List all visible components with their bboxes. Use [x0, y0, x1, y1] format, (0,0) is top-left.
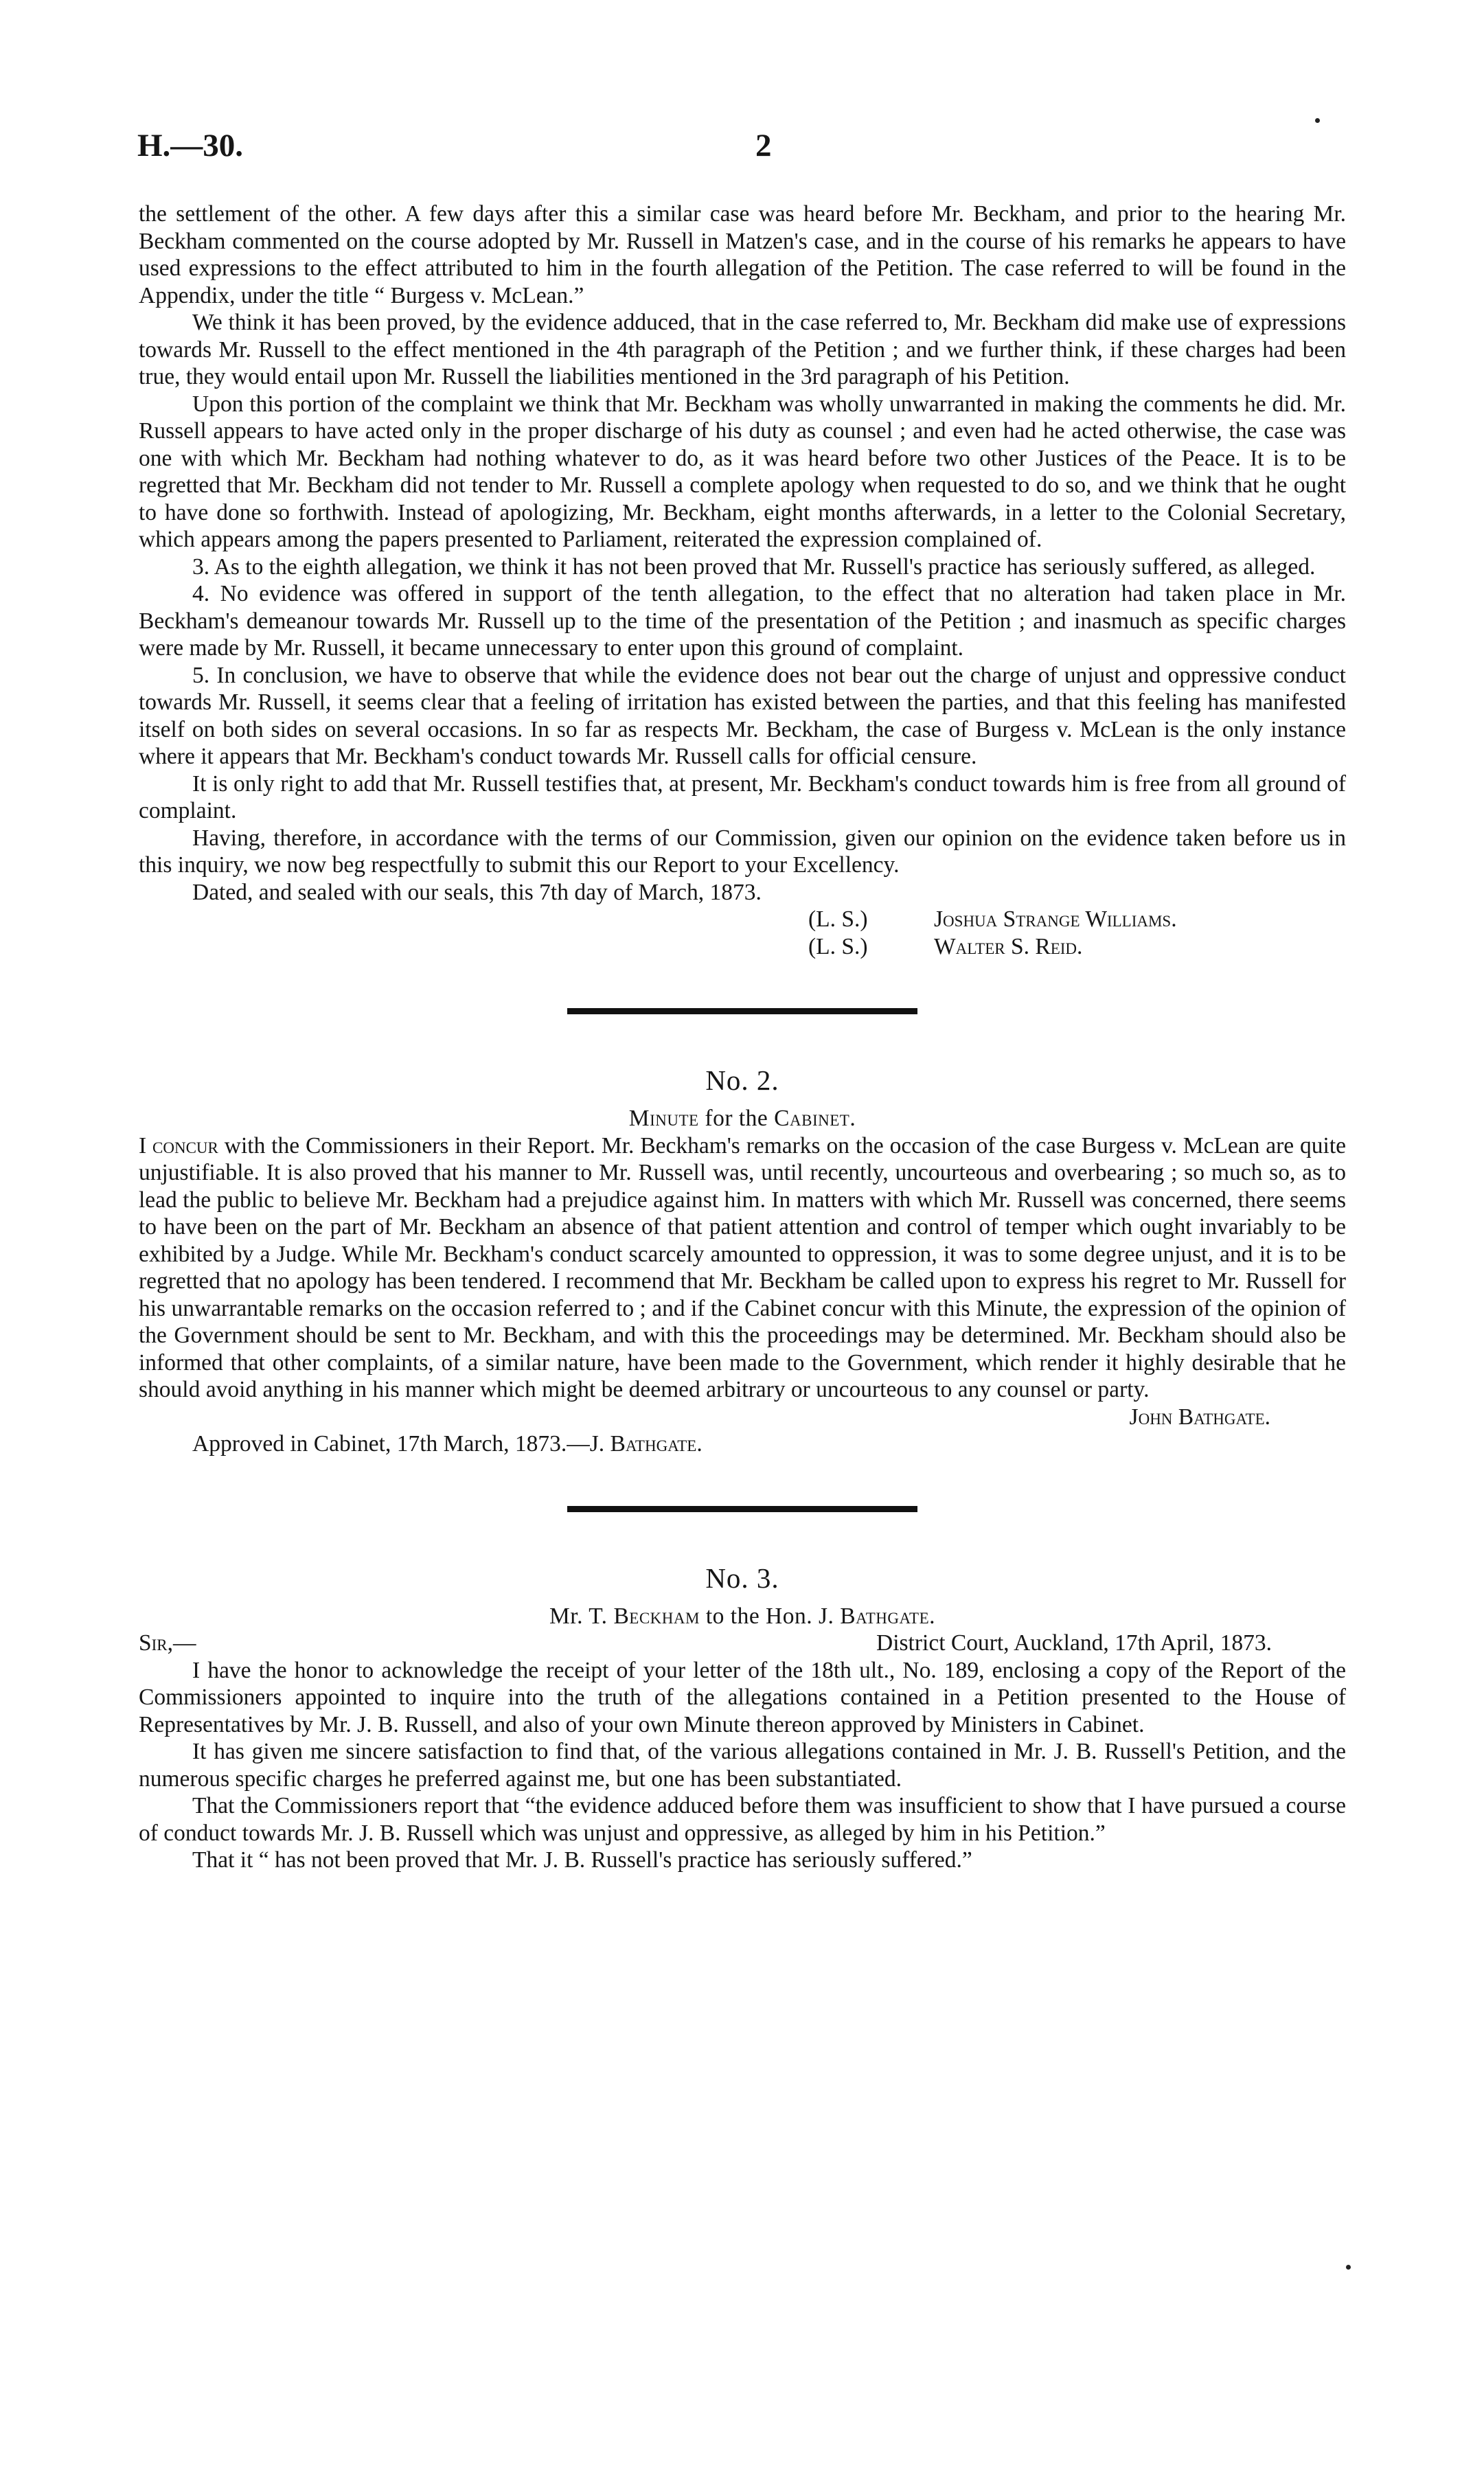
paragraph: Having, therefore, in accordance with the terms of our Commission, given our opinion on the evidence taken before us in this inquiry, we now beg respectfully to submit this our Report to your Excellency.: [139, 825, 1346, 878]
page-header: [137, 127, 1346, 175]
letter-heading: [139, 1630, 1346, 1657]
document-reference: H.—30.: [137, 128, 244, 163]
salutation: Sir,—: [139, 1630, 196, 1656]
minute-lead: I concur: [139, 1132, 218, 1158]
minute-paragraph: [139, 1132, 1346, 1404]
minute-text: with the Commissioners in their Report. Mr. Beckham's remarks on the occasion of the case Burgess v. McLean are quite unjustifiable. It is also proved that his manner to Mr. Russell was, until recently, uncourteous and overbearing ; so much so, as to lead the public to believe Mr. Beckham had a prejudice against him. In matters with which Mr. Russell was concerned, there seems to have been on the part of Mr. Beckham an absence of that patient attention and control of temper which ought invariably to be exhibited by a Judge. While Mr. Beckham's conduct scarcely amounted to oppression, it was to some degree unjust, and it is to be regretted that no apology has been tendered. I recommend that Mr. Beckham be called upon to express his regret to Mr. Russell for his unwarrantable remarks on the occasion referred to ; and if the Cabinet concur with this Minute, the expression of the opinion of the Government should be sent to Mr. Beckham, and with this the proceedings may be determined. Mr. Beckham should also be informed that other complaints, of a similar nature, have been made to the Government, which render it highly desirable that he should avoid anything in his manner which might be deemed arbitrary or uncourteous to any counsel or party.: [139, 1132, 1346, 1402]
paragraph: It is only right to add that Mr. Russell testifies that, at present, Mr. Beckham's conduct towards him is free from all ground of complaint.: [139, 770, 1346, 823]
signature-row: [808, 933, 1346, 961]
document-body: [139, 201, 1346, 1874]
section-divider: [567, 1008, 917, 1014]
letter-paragraph: That it “ has not been proved that Mr. J. B. Russell's practice has seriously suffered.”: [192, 1847, 972, 1873]
section-divider: [567, 1506, 917, 1512]
paragraph: We think it has been proved, by the evidence adduced, that in the case referred to, Mr. Beckham did make use of expressions towards Mr. Russell to the effect mentioned in the 4th paragraph of the Petition ; and we further think, if these charges had been true, they would entail upon Mr. Russell the liabilities mentioned in the 3rd paragraph of his Petition.: [139, 310, 1346, 389]
letter-paragraph: That the Commissioners report that “the evidence adduced before them was insufficient to show that I have pursued a course of conduct towards Mr. J. B. Russell which was unjust and oppressive, as alleged by him in his Petition.”: [139, 1793, 1346, 1846]
paragraph: Upon this portion of the complaint we think that Mr. Beckham was wholly unwarranted in making the comments he did. Mr. Russell appears to have acted only in the proper discharge of his duty as counsel ; and even had he acted otherwise, the case was one with which Mr. Beckham had nothing whatever to do, as it was heard before two other Justices of the Peace. It is to be regretted that Mr. Beckham did not tender to Mr. Russell a complete apology when requested to do so, and we think that he ought to have done so forthwith. Instead of apologizing, Mr. Beckham, eight months afterwards, in a letter to the Colonial Secretary, which appears among the papers presented to Parliament, reiterated the expression complained of.: [139, 391, 1346, 552]
seal-mark: (L. S.): [808, 933, 868, 959]
speck-mark: [1315, 118, 1320, 123]
signature-row: [808, 906, 1346, 933]
page-number: 2: [755, 128, 772, 163]
signatory-name: Joshua Strange Williams.: [934, 906, 1177, 932]
speck-mark: [1346, 2265, 1351, 2270]
section-number: No. 3.: [705, 1562, 779, 1594]
seal-mark: (L. S.): [808, 906, 868, 932]
paragraph: 3. As to the eighth allegation, we think it has not been proved that Mr. Russell's practice has seriously suffered, as alleged.: [192, 553, 1316, 580]
section-subtitle: Minute for the Cabinet.: [628, 1106, 856, 1131]
paragraph: the settlement of the other. A few days after this a similar case was heard before Mr. Beckham, and prior to the hearing Mr. Beckham commented on the course adopted by Mr. Russell in Matzen's case, and in the course of his remarks he appears to have used expressions to the effect attributed to him in the fourth allegation of the Petition. The case referred to will be found in the Appendix, under the title “ Burgess v. McLean.”: [139, 201, 1346, 308]
section-number: No. 2.: [705, 1064, 779, 1096]
letter-paragraph: It has given me sincere satisfaction to find that, of the various allegations contained in Mr. J. B. Russell's Petition, and the numerous specific charges he preferred against me, but one has been substantiated.: [139, 1739, 1346, 1792]
letter-address: District Court, Auckland, 17th April, 1873.: [876, 1630, 1272, 1656]
dated-line: Dated, and sealed with our seals, this 7th day of March, 1873.: [192, 879, 762, 905]
approval-line: Approved in Cabinet, 17th March, 1873.—J. Bathgate.: [192, 1431, 703, 1457]
commissioner-signatures: [139, 906, 1346, 960]
signatory-name: Walter S. Reid.: [934, 933, 1083, 959]
section-subtitle: Mr. T. Beckham to the Hon. J. Bathgate.: [549, 1603, 936, 1629]
letter-paragraph: I have the honor to acknowledge the receipt of your letter of the 18th ult., No. 189, enclosing a copy of the Report of the Commissioners appointed to inquire into the truth of the allegations contained in a Petition presented to the House of Representatives by Mr. J. B. Russell, and also of your own Minute thereon approved by Ministers in Cabinet.: [139, 1657, 1346, 1737]
minute-signature: John Bathgate.: [1129, 1404, 1270, 1430]
paragraph: 5. In conclusion, we have to observe that while the evidence does not bear out the charge of unjust and oppressive conduct towards Mr. Russell, it seems clear that a feeling of irritation has existed between the parties, and that this feeling has manifested itself on both sides on several occasions. In so far as respects Mr. Beckham, the case of Burgess v. McLean is the only instance where it appears that Mr. Beckham's conduct towards Mr. Russell calls for official censure.: [139, 662, 1346, 769]
paragraph: 4. No evidence was offered in support of the tenth allegation, to the effect that no alteration had taken place in Mr. Beckham's demeanour towards Mr. Russell up to the time of the presentation of the Petition ; and inasmuch as specific charges were made by Mr. Russell, it became unnecessary to enter upon this ground of complaint.: [139, 581, 1346, 661]
